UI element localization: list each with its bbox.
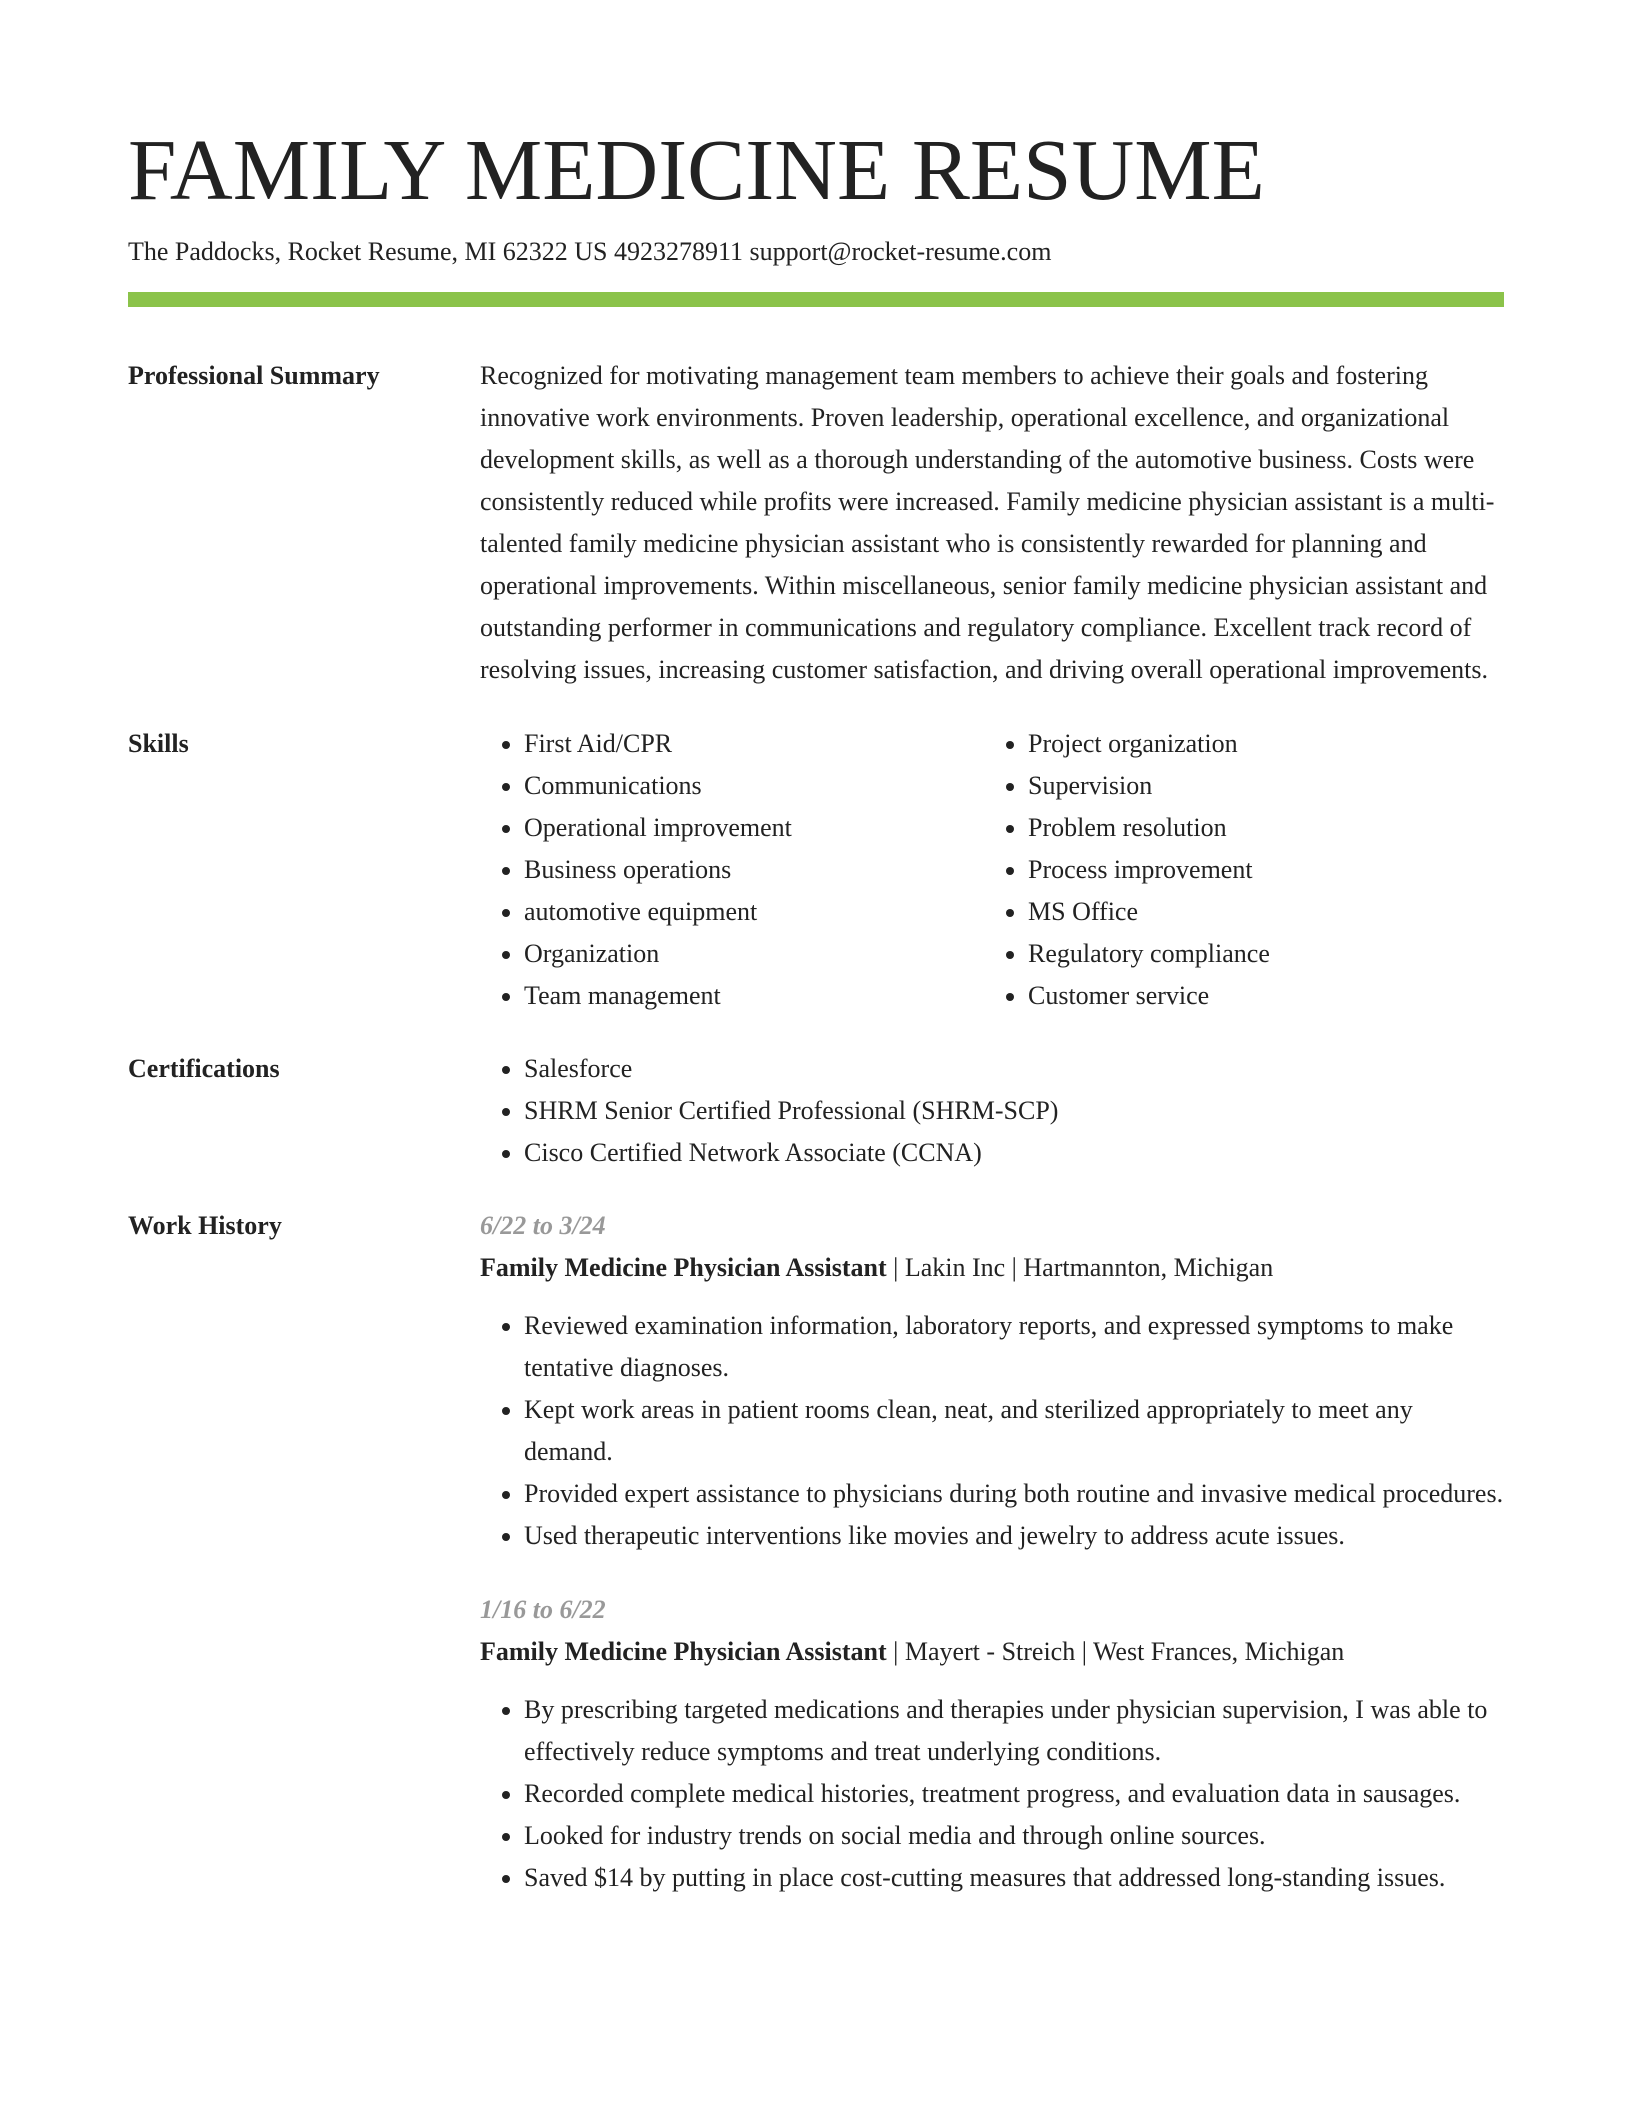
certifications-body [480, 1048, 1504, 1174]
skill-item: • Business operations [524, 849, 984, 891]
skill-item: • Problem resolution [1028, 807, 1488, 849]
resume-page [128, 118, 1504, 1899]
job-heading [480, 1247, 1504, 1289]
skill-item: • Regulatory compliance [1028, 933, 1488, 975]
skill-item: • Project organization [1028, 723, 1488, 765]
job-title: Family Medicine Physician Assistant [480, 1253, 887, 1282]
job-dates: 6/22 to 3/24 [480, 1211, 606, 1240]
skill-item: • Operational improvement [524, 807, 984, 849]
job-bullet: • By prescribing targeted medications and therapies under physician supervision, I was able to effectively reduce symptoms and treat underlying conditions. [524, 1689, 1504, 1773]
skill-item: • Process improvement [1028, 849, 1488, 891]
job-bullet: • Used therapeutic interventions like movies and jewelry to address acute issues. [524, 1515, 1504, 1557]
certification-item: • Cisco Certified Network Associate (CCNA) [524, 1132, 1504, 1174]
skills-column-right [984, 723, 1488, 1017]
skills-list-right [984, 723, 1488, 1017]
skill-item: • First Aid/CPR [524, 723, 984, 765]
skill-item: • automotive equipment [524, 891, 984, 933]
skill-item: • Team management [524, 975, 984, 1017]
resume-title: FAMILY MEDICINE RESUME [128, 121, 1265, 218]
certifications-section [128, 1048, 1504, 1174]
work-history-section [128, 1205, 1504, 1899]
skills-list-left [480, 723, 984, 1017]
certifications-list [480, 1048, 1504, 1174]
skill-item: • Organization [524, 933, 984, 975]
job-bullet: • Saved $14 by putting in place cost-cutting measures that addressed long-standing issues. [524, 1857, 1504, 1899]
job-bullet: • Reviewed examination information, laboratory reports, and expressed symptoms to make tentative diagnoses. [524, 1305, 1504, 1389]
summary-label: Professional Summary [128, 361, 380, 390]
job-bullet: • Provided expert assistance to physicians during both routine and invasive medical procedures. [524, 1473, 1504, 1515]
job-employer-location: | Lakin Inc | Hartmannton, Michigan [886, 1253, 1274, 1282]
skills-label: Skills [128, 729, 189, 758]
skill-item: • Supervision [1028, 765, 1488, 807]
skill-item: • Communications [524, 765, 984, 807]
skill-item: • Customer service [1028, 975, 1488, 1017]
job-entry [480, 1589, 1504, 1899]
job-title: Family Medicine Physician Assistant [480, 1637, 887, 1666]
job-bullet: • Kept work areas in patient rooms clean, neat, and sterilized appropriately to meet any demand. [524, 1389, 1504, 1473]
job-bullet: • Recorded complete medical histories, treatment progress, and evaluation data in sausages. [524, 1773, 1504, 1815]
job-bullet-list [480, 1305, 1504, 1557]
job-heading [480, 1631, 1504, 1673]
job-employer-location: | Mayert - Streich | West Frances, Michigan [886, 1637, 1345, 1666]
job-dates: 1/16 to 6/22 [480, 1595, 606, 1624]
job-entry [480, 1205, 1504, 1557]
job-bullet-list [480, 1689, 1504, 1899]
summary-section [128, 355, 1504, 691]
certification-item: • Salesforce [524, 1048, 1504, 1090]
skills-column-left [480, 723, 984, 1017]
certification-item: • SHRM Senior Certified Professional (SHRM-SCP) [524, 1090, 1504, 1132]
job-bullet: • Looked for industry trends on social media and through online sources. [524, 1815, 1504, 1857]
work-history-label: Work History [128, 1211, 282, 1240]
skills-grid [480, 723, 1504, 1017]
skills-body [480, 723, 1504, 1017]
certifications-label: Certifications [128, 1054, 280, 1083]
work-history-body [480, 1205, 1504, 1899]
accent-divider [128, 292, 1504, 307]
summary-body [480, 355, 1504, 691]
skill-item: • MS Office [1028, 891, 1488, 933]
contact-line: The Paddocks, Rocket Resume, MI 62322 US 4923278911 support@rocket-resume.com [128, 237, 1052, 266]
skills-section [128, 723, 1504, 1017]
summary-text: Recognized for motivating management team members to achieve their goals and fostering innovative work environments. Proven leadership, operational excellence, and organizational development skills, as well as a thorough understanding of the automotive business. Costs were consistently reduced while profits were increased. Family medicine physician assistant is a multi-talented family medicine physician assistant who is consistently rewarded for planning and operational improvements. Within miscellaneous, senior family medicine physician assistant and outstanding performer in communications and regulatory compliance. Excellent track record of resolving issues, increasing customer satisfaction, and driving overall operational improvements. [480, 361, 1495, 684]
